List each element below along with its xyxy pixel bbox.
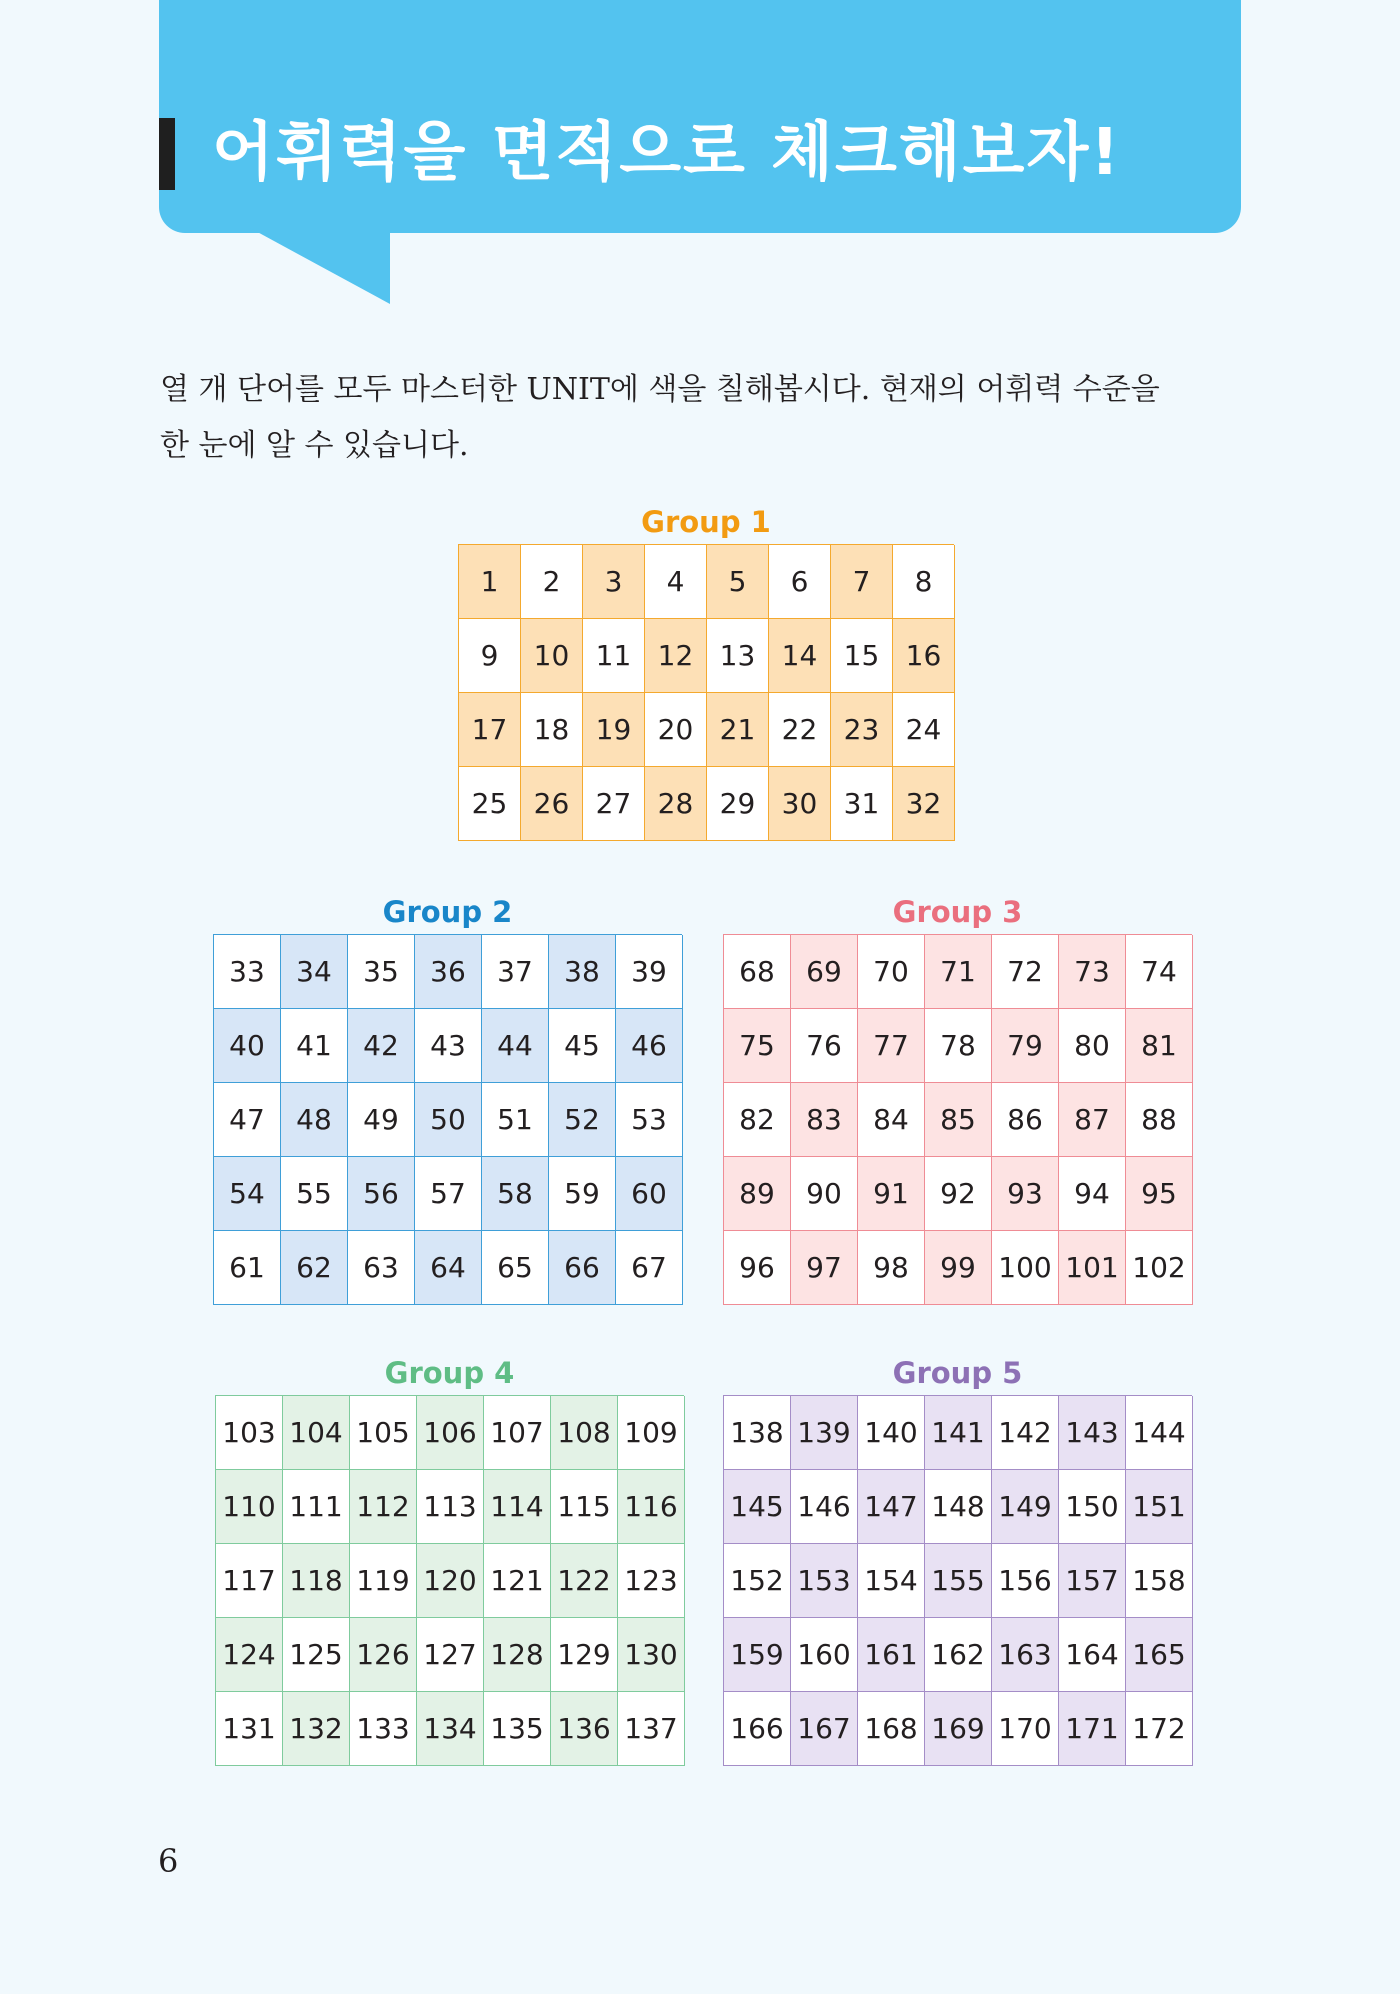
unit-cell-103[interactable]: 103 [216, 1396, 283, 1470]
unit-cell-137[interactable]: 137 [618, 1692, 685, 1766]
unit-grid [723, 1395, 1192, 1766]
unit-cell-72[interactable]: 72 [992, 935, 1059, 1009]
unit-cell-68[interactable]: 68 [724, 935, 791, 1009]
unit-cell-16[interactable]: 16 [893, 619, 955, 693]
unit-cell-111[interactable]: 111 [283, 1470, 350, 1544]
group-title: Group 3 [892, 895, 1023, 929]
unit-cell-40[interactable]: 40 [214, 1009, 281, 1083]
unit-cell-33[interactable]: 33 [214, 935, 281, 1009]
unit-cell-42[interactable]: 42 [348, 1009, 415, 1083]
unit-cell-102[interactable]: 102 [1126, 1231, 1193, 1305]
unit-cell-127[interactable]: 127 [417, 1618, 484, 1692]
unit-cell-32[interactable]: 32 [893, 767, 955, 841]
unit-cell-13[interactable]: 13 [707, 619, 769, 693]
unit-cell-12[interactable]: 12 [645, 619, 707, 693]
intro-line-2: 한 눈에 알 수 있습니다. [160, 428, 469, 463]
unit-grid [215, 1395, 684, 1766]
unit-grid [723, 934, 1192, 1305]
speech-bubble-tail [250, 228, 390, 304]
unit-cell-86[interactable]: 86 [992, 1083, 1059, 1157]
unit-cell-121[interactable]: 121 [484, 1544, 551, 1618]
unit-cell-125[interactable]: 125 [283, 1618, 350, 1692]
unit-cell-3[interactable]: 3 [583, 545, 645, 619]
unit-cell-28[interactable]: 28 [645, 767, 707, 841]
unit-cell-19[interactable]: 19 [583, 693, 645, 767]
unit-grid [458, 544, 954, 841]
unit-cell-130[interactable]: 130 [618, 1618, 685, 1692]
group-title: Group 2 [382, 895, 513, 929]
unit-cell-119[interactable]: 119 [350, 1544, 417, 1618]
unit-cell-172[interactable]: 172 [1126, 1692, 1193, 1766]
unit-cell-167[interactable]: 167 [791, 1692, 858, 1766]
unit-cell-98[interactable]: 98 [858, 1231, 925, 1305]
unit-cell-46[interactable]: 46 [616, 1009, 683, 1083]
unit-cell-78[interactable]: 78 [925, 1009, 992, 1083]
unit-cell-73[interactable]: 73 [1059, 935, 1126, 1009]
unit-cell-20[interactable]: 20 [645, 693, 707, 767]
unit-cell-1[interactable]: 1 [459, 545, 521, 619]
unit-cell-157[interactable]: 157 [1059, 1544, 1126, 1618]
unit-cell-89[interactable]: 89 [724, 1157, 791, 1231]
unit-cell-110[interactable]: 110 [216, 1470, 283, 1544]
unit-cell-107[interactable]: 107 [484, 1396, 551, 1470]
group-5-section [723, 1351, 1192, 1766]
unit-cell-100[interactable]: 100 [992, 1231, 1059, 1305]
title-accent-bar [159, 118, 175, 190]
unit-cell-108[interactable]: 108 [551, 1396, 618, 1470]
unit-cell-133[interactable]: 133 [350, 1692, 417, 1766]
unit-cell-5[interactable]: 5 [707, 545, 769, 619]
unit-cell-11[interactable]: 11 [583, 619, 645, 693]
unit-cell-149[interactable]: 149 [992, 1470, 1059, 1544]
unit-cell-21[interactable]: 21 [707, 693, 769, 767]
unit-cell-155[interactable]: 155 [925, 1544, 992, 1618]
unit-cell-82[interactable]: 82 [724, 1083, 791, 1157]
unit-cell-53[interactable]: 53 [616, 1083, 683, 1157]
page-title: 어휘력을 면적으로 체크해보자! [212, 116, 1122, 190]
unit-cell-144[interactable]: 144 [1126, 1396, 1193, 1470]
unit-cell-147[interactable]: 147 [858, 1470, 925, 1544]
unit-cell-135[interactable]: 135 [484, 1692, 551, 1766]
unit-cell-41[interactable]: 41 [281, 1009, 348, 1083]
unit-cell-74[interactable]: 74 [1126, 935, 1193, 1009]
unit-cell-123[interactable]: 123 [618, 1544, 685, 1618]
unit-cell-76[interactable]: 76 [791, 1009, 858, 1083]
unit-cell-70[interactable]: 70 [858, 935, 925, 1009]
unit-cell-136[interactable]: 136 [551, 1692, 618, 1766]
unit-cell-37[interactable]: 37 [482, 935, 549, 1009]
unit-cell-105[interactable]: 105 [350, 1396, 417, 1470]
unit-cell-7[interactable]: 7 [831, 545, 893, 619]
unit-cell-101[interactable]: 101 [1059, 1231, 1126, 1305]
unit-cell-109[interactable]: 109 [618, 1396, 685, 1470]
unit-cell-170[interactable]: 170 [992, 1692, 1059, 1766]
unit-cell-99[interactable]: 99 [925, 1231, 992, 1305]
unit-cell-61[interactable]: 61 [214, 1231, 281, 1305]
unit-cell-158[interactable]: 158 [1126, 1544, 1193, 1618]
unit-grid [213, 934, 682, 1305]
unit-cell-57[interactable]: 57 [415, 1157, 482, 1231]
unit-cell-95[interactable]: 95 [1126, 1157, 1193, 1231]
unit-cell-30[interactable]: 30 [769, 767, 831, 841]
unit-cell-117[interactable]: 117 [216, 1544, 283, 1618]
unit-cell-126[interactable]: 126 [350, 1618, 417, 1692]
unit-cell-118[interactable]: 118 [283, 1544, 350, 1618]
unit-cell-115[interactable]: 115 [551, 1470, 618, 1544]
unit-cell-163[interactable]: 163 [992, 1618, 1059, 1692]
unit-cell-171[interactable]: 171 [1059, 1692, 1126, 1766]
unit-cell-51[interactable]: 51 [482, 1083, 549, 1157]
unit-cell-26[interactable]: 26 [521, 767, 583, 841]
unit-cell-139[interactable]: 139 [791, 1396, 858, 1470]
unit-cell-50[interactable]: 50 [415, 1083, 482, 1157]
unit-cell-2[interactable]: 2 [521, 545, 583, 619]
unit-cell-84[interactable]: 84 [858, 1083, 925, 1157]
unit-cell-55[interactable]: 55 [281, 1157, 348, 1231]
unit-cell-156[interactable]: 156 [992, 1544, 1059, 1618]
unit-cell-58[interactable]: 58 [482, 1157, 549, 1231]
unit-cell-153[interactable]: 153 [791, 1544, 858, 1618]
unit-cell-142[interactable]: 142 [992, 1396, 1059, 1470]
unit-cell-145[interactable]: 145 [724, 1470, 791, 1544]
unit-cell-34[interactable]: 34 [281, 935, 348, 1009]
unit-cell-94[interactable]: 94 [1059, 1157, 1126, 1231]
group-title: Group 1 [641, 505, 771, 539]
unit-cell-56[interactable]: 56 [348, 1157, 415, 1231]
unit-cell-120[interactable]: 120 [417, 1544, 484, 1618]
unit-cell-8[interactable]: 8 [893, 545, 955, 619]
unit-cell-88[interactable]: 88 [1126, 1083, 1193, 1157]
unit-cell-124[interactable]: 124 [216, 1618, 283, 1692]
unit-cell-77[interactable]: 77 [858, 1009, 925, 1083]
unit-cell-71[interactable]: 71 [925, 935, 992, 1009]
unit-cell-134[interactable]: 134 [417, 1692, 484, 1766]
unit-cell-112[interactable]: 112 [350, 1470, 417, 1544]
unit-cell-114[interactable]: 114 [484, 1470, 551, 1544]
unit-cell-83[interactable]: 83 [791, 1083, 858, 1157]
unit-cell-162[interactable]: 162 [925, 1618, 992, 1692]
unit-cell-79[interactable]: 79 [992, 1009, 1059, 1083]
unit-cell-66[interactable]: 66 [549, 1231, 616, 1305]
unit-cell-67[interactable]: 67 [616, 1231, 683, 1305]
group-2-section [213, 890, 682, 1305]
unit-cell-80[interactable]: 80 [1059, 1009, 1126, 1083]
unit-cell-59[interactable]: 59 [549, 1157, 616, 1231]
unit-cell-24[interactable]: 24 [893, 693, 955, 767]
unit-cell-138[interactable]: 138 [724, 1396, 791, 1470]
intro-paragraph [160, 362, 1250, 474]
unit-cell-92[interactable]: 92 [925, 1157, 992, 1231]
unit-cell-10[interactable]: 10 [521, 619, 583, 693]
unit-cell-106[interactable]: 106 [417, 1396, 484, 1470]
unit-cell-85[interactable]: 85 [925, 1083, 992, 1157]
unit-cell-166[interactable]: 166 [724, 1692, 791, 1766]
unit-cell-159[interactable]: 159 [724, 1618, 791, 1692]
unit-cell-54[interactable]: 54 [214, 1157, 281, 1231]
unit-cell-18[interactable]: 18 [521, 693, 583, 767]
unit-cell-15[interactable]: 15 [831, 619, 893, 693]
unit-cell-143[interactable]: 143 [1059, 1396, 1126, 1470]
unit-cell-48[interactable]: 48 [281, 1083, 348, 1157]
unit-cell-49[interactable]: 49 [348, 1083, 415, 1157]
unit-cell-96[interactable]: 96 [724, 1231, 791, 1305]
unit-cell-52[interactable]: 52 [549, 1083, 616, 1157]
unit-cell-17[interactable]: 17 [459, 693, 521, 767]
unit-cell-6[interactable]: 6 [769, 545, 831, 619]
unit-cell-141[interactable]: 141 [925, 1396, 992, 1470]
unit-cell-47[interactable]: 47 [214, 1083, 281, 1157]
unit-cell-165[interactable]: 165 [1126, 1618, 1193, 1692]
unit-cell-160[interactable]: 160 [791, 1618, 858, 1692]
unit-cell-63[interactable]: 63 [348, 1231, 415, 1305]
unit-cell-169[interactable]: 169 [925, 1692, 992, 1766]
page-number: 6 [158, 1842, 179, 1880]
unit-cell-87[interactable]: 87 [1059, 1083, 1126, 1157]
unit-cell-129[interactable]: 129 [551, 1618, 618, 1692]
unit-cell-38[interactable]: 38 [549, 935, 616, 1009]
unit-cell-27[interactable]: 27 [583, 767, 645, 841]
unit-cell-69[interactable]: 69 [791, 935, 858, 1009]
unit-cell-104[interactable]: 104 [283, 1396, 350, 1470]
unit-cell-29[interactable]: 29 [707, 767, 769, 841]
unit-cell-168[interactable]: 168 [858, 1692, 925, 1766]
unit-cell-14[interactable]: 14 [769, 619, 831, 693]
unit-cell-164[interactable]: 164 [1059, 1618, 1126, 1692]
unit-cell-150[interactable]: 150 [1059, 1470, 1126, 1544]
unit-cell-116[interactable]: 116 [618, 1470, 685, 1544]
unit-cell-146[interactable]: 146 [791, 1470, 858, 1544]
unit-cell-44[interactable]: 44 [482, 1009, 549, 1083]
unit-cell-151[interactable]: 151 [1126, 1470, 1193, 1544]
group-1-section [458, 500, 954, 841]
unit-cell-148[interactable]: 148 [925, 1470, 992, 1544]
unit-cell-65[interactable]: 65 [482, 1231, 549, 1305]
unit-cell-154[interactable]: 154 [858, 1544, 925, 1618]
unit-cell-39[interactable]: 39 [616, 935, 683, 1009]
unit-cell-45[interactable]: 45 [549, 1009, 616, 1083]
unit-cell-140[interactable]: 140 [858, 1396, 925, 1470]
unit-cell-132[interactable]: 132 [283, 1692, 350, 1766]
group-3-section [723, 890, 1192, 1305]
unit-cell-23[interactable]: 23 [831, 693, 893, 767]
unit-cell-152[interactable]: 152 [724, 1544, 791, 1618]
unit-cell-93[interactable]: 93 [992, 1157, 1059, 1231]
unit-cell-128[interactable]: 128 [484, 1618, 551, 1692]
unit-cell-35[interactable]: 35 [348, 935, 415, 1009]
group-title: Group 5 [892, 1356, 1023, 1390]
unit-cell-43[interactable]: 43 [415, 1009, 482, 1083]
unit-cell-122[interactable]: 122 [551, 1544, 618, 1618]
unit-cell-97[interactable]: 97 [791, 1231, 858, 1305]
unit-cell-64[interactable]: 64 [415, 1231, 482, 1305]
unit-cell-161[interactable]: 161 [858, 1618, 925, 1692]
unit-cell-91[interactable]: 91 [858, 1157, 925, 1231]
group-title: Group 4 [384, 1356, 515, 1390]
unit-cell-36[interactable]: 36 [415, 935, 482, 1009]
unit-cell-4[interactable]: 4 [645, 545, 707, 619]
unit-cell-60[interactable]: 60 [616, 1157, 683, 1231]
unit-cell-22[interactable]: 22 [769, 693, 831, 767]
unit-cell-25[interactable]: 25 [459, 767, 521, 841]
unit-cell-75[interactable]: 75 [724, 1009, 791, 1083]
unit-cell-131[interactable]: 131 [216, 1692, 283, 1766]
group-4-section [215, 1351, 684, 1766]
unit-cell-9[interactable]: 9 [459, 619, 521, 693]
unit-cell-31[interactable]: 31 [831, 767, 893, 841]
unit-cell-90[interactable]: 90 [791, 1157, 858, 1231]
unit-cell-113[interactable]: 113 [417, 1470, 484, 1544]
unit-cell-81[interactable]: 81 [1126, 1009, 1193, 1083]
intro-line-1: 열 개 단어를 모두 마스터한 UNIT에 색을 칠해봅시다. 현재의 어휘력 수준을 [160, 372, 1160, 407]
unit-cell-62[interactable]: 62 [281, 1231, 348, 1305]
